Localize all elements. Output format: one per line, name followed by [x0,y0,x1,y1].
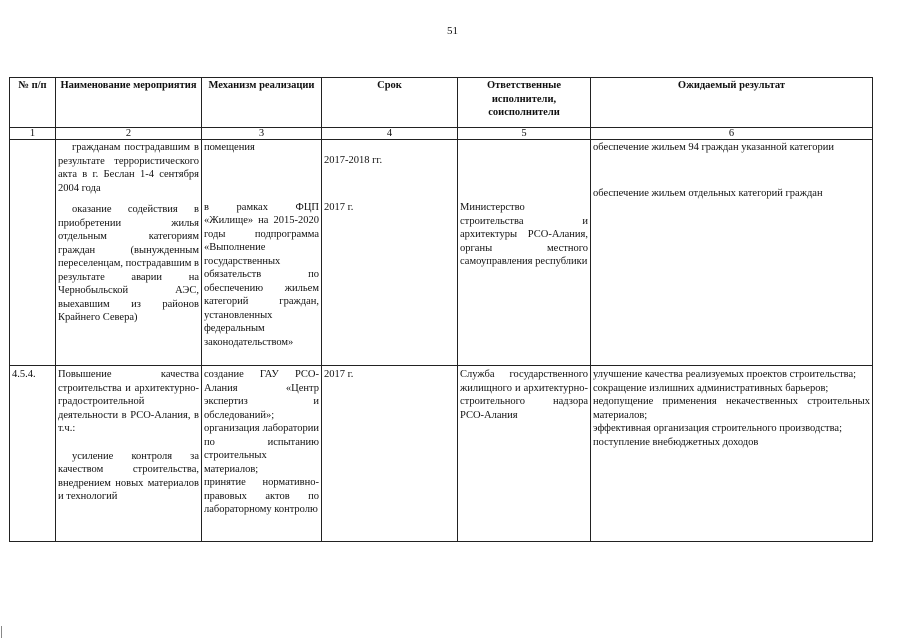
result-text: эффективная организация строительного производства; [593,423,842,434]
header-row [10,78,873,128]
column-number: 4 [322,128,458,140]
column-number: 3 [202,128,322,140]
result-text: улучшение качества реализуемых проектов строительства; [593,369,857,380]
column-number: 1 [10,128,56,140]
term-text: 2017 г. [324,201,354,213]
table-row [10,140,873,366]
activity-name: гражданам пострадавшим в результате террористического акта в г. Беслан 1-4 сентября 2004 года [58,142,199,194]
row-executors-cell [458,140,591,366]
row-term-cell [322,140,458,366]
table-row [10,366,873,542]
row-name-cell [56,140,202,366]
result-text: обеспечение жильем отдельных категорий граждан [593,187,823,199]
mechanism-text: принятие нормативно-правовых актов по лабораторному контролю [204,477,319,515]
activity-name: усиление контроля за качеством строительства, внедрением новых материалов и технологий [58,450,199,502]
mechanism-text: создание ГАУ РСО-Алания «Центр экспертиз и обследований»; [204,369,319,421]
row-result-cell [591,140,873,366]
result-text: недопущение применения некачественных строительных материалов; [593,396,870,421]
row-mechanism-cell [202,366,322,542]
header-result: Ожидаемый результат [591,78,873,128]
mechanism-text: помещения [204,142,255,153]
header-term: Срок [322,78,458,128]
activity-name: Повышение качества строительства и архитектурно-градостроительной деятельности в РСО-Алания, в т.ч.: [58,369,199,434]
header-name: Наименование мероприятия [56,78,202,128]
column-number-row [10,128,873,140]
row-num-cell [10,140,56,366]
header-num: № п/п [10,78,56,128]
mechanism-text: организация лаборатории по испытанию строительных материалов; [204,423,319,475]
activity-name: оказание содействия в приобретении жилья отдельным категориям граждан (вынужденным переселенцам, пострадавшим в результате аварии на Чернобыльской АЭС, выехавшим из районов Крайнего Севера) [58,204,199,323]
result-text: обеспечение жильем 94 граждан указанной категории [593,142,834,153]
page-number: 51 [447,25,458,37]
row-name-cell [56,366,202,542]
result-text: поступление внебюджетных доходов [593,436,759,448]
header-mechanism: Механизм реализации [202,78,322,128]
column-number: 2 [56,128,202,140]
header-executors: Ответственные исполнители, соисполнители [458,78,591,128]
action-plan-table [9,77,873,542]
mechanism-text: в рамках ФЦП «Жилище» на 2015-2020 годы подпрограмма «Выполнение государственных обязательств по обеспечению жильем категорий граждан, установленных федеральным законодательством» [204,201,319,348]
result-text: сокращение излишних административных барьеров; [593,382,829,394]
row-executors-cell: Служба государственного жилищного и архитектурно-строительного надзора РСО-Алания [458,366,591,542]
row-num-cell: 4.5.4. [10,366,56,542]
column-number: 5 [458,128,591,140]
row-term-cell: 2017 г. [322,366,458,542]
row-result-cell [591,366,873,542]
executors-text: Министерство строительства и архитектуры РСО-Алания, органы местного самоуправления республики [460,202,588,267]
row-mechanism-cell [202,140,322,366]
term-text: 2017-2018 гг. [324,155,383,166]
column-number: 6 [591,128,873,140]
scan-margin-mark [1,626,2,638]
